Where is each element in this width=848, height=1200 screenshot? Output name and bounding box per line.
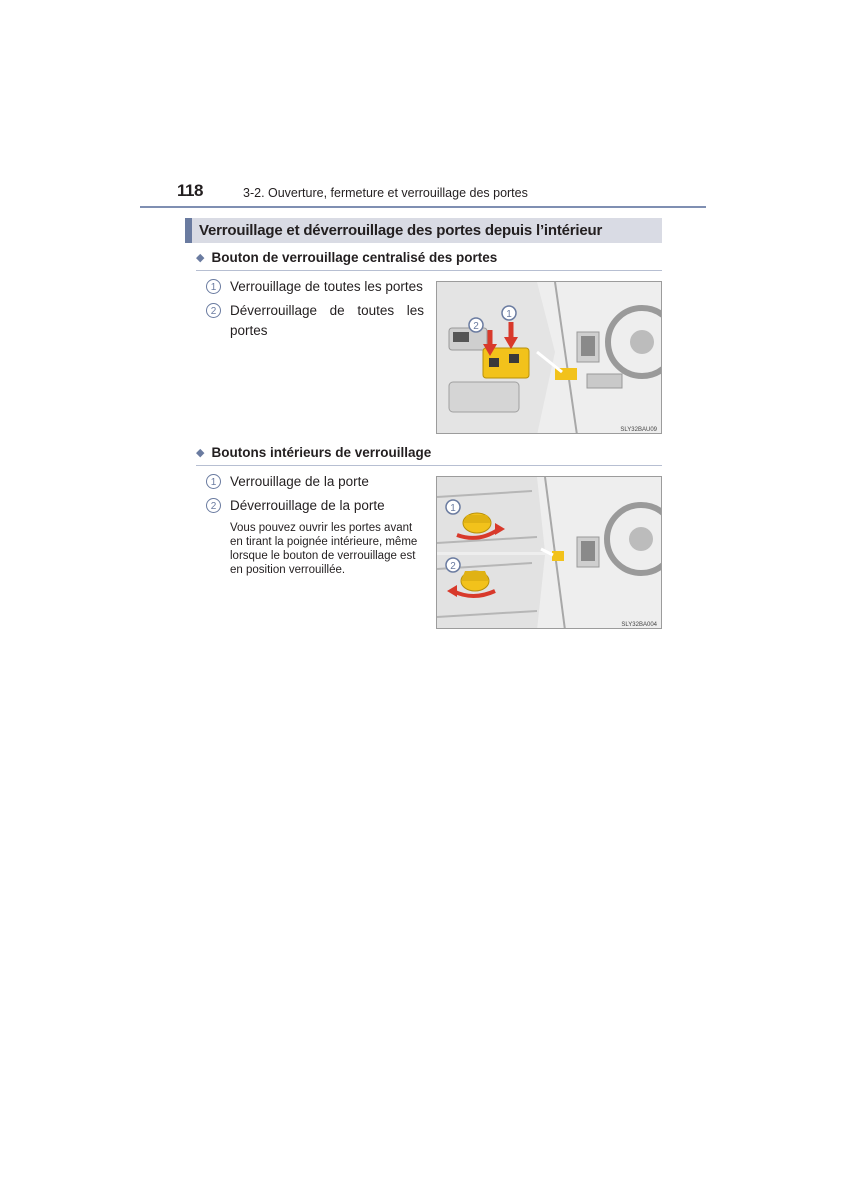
section-title-bar: [185, 218, 662, 243]
subsection-heading-central-lock: [196, 250, 497, 265]
figure-callout: 2: [473, 321, 479, 332]
note-text: Vous pouvez ouvrir les portes avant en tirant la poignée intérieure, même lorsque le bouton de verrouillage est en position verrouillée.: [230, 522, 418, 576]
subsection-rule: [196, 465, 662, 466]
figure-callout: 2: [450, 561, 456, 572]
figure-code: SLY32BAU09: [620, 427, 657, 433]
circled-number-marker: 2: [206, 498, 221, 513]
list-item: [206, 301, 424, 341]
subsection-heading-text: Bouton de verrouillage centralisé des portes: [211, 250, 498, 265]
list-item: [206, 472, 424, 492]
list-item-text: Déverrouillage de la porte: [230, 498, 385, 513]
circled-number-marker: 1: [206, 474, 221, 489]
header-rule: [140, 206, 706, 208]
figure-code: SLY32BA004: [621, 622, 657, 628]
list-item-text: Verrouillage de toutes les portes: [230, 279, 423, 294]
diamond-bullet-icon: ◆: [196, 447, 205, 459]
figure-callout: 1: [506, 309, 512, 320]
figure-callout: 1: [450, 503, 456, 514]
running-header: 3-2. Ouverture, fermeture et verrouillage des portes: [243, 186, 528, 200]
circled-number-marker: 2: [206, 303, 221, 318]
diamond-bullet-icon: ◆: [196, 252, 205, 264]
page-number: 118: [177, 181, 203, 200]
subsection-heading-inside-lock-buttons: [196, 445, 431, 460]
door-lock-switch-illustration: [437, 282, 662, 434]
list-item-text: Verrouillage de la porte: [230, 474, 369, 489]
list-item: [206, 496, 424, 516]
subsection-heading-text: Boutons intérieurs de verrouillage: [211, 445, 432, 460]
list-item-text: Déverrouillage de toutes les portes: [230, 303, 424, 338]
list-item: [206, 277, 424, 297]
door-lock-switch-figure: [436, 281, 662, 434]
section-title: Verrouillage et déverrouillage des portes depuis l’intérieur: [199, 222, 603, 239]
inside-lock-button-illustration: [437, 477, 662, 629]
inside-lock-button-figure: [436, 476, 662, 629]
subsection-rule: [196, 270, 662, 271]
circled-number-marker: 1: [206, 279, 221, 294]
section-bar-accent: [185, 218, 192, 243]
